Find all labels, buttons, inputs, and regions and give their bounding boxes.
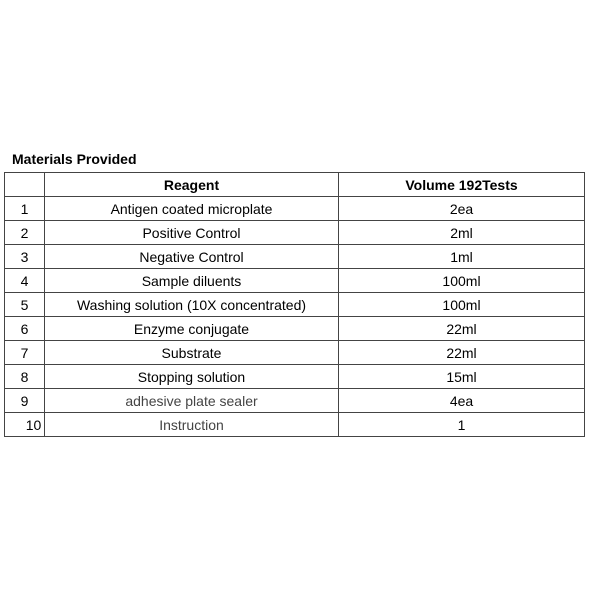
table-row	[5, 341, 585, 365]
reagent-cell: Positive Control	[45, 221, 339, 245]
row-number: 6	[5, 317, 45, 341]
volume-cell: 4ea	[339, 389, 585, 413]
reagent-cell: Enzyme conjugate	[45, 317, 339, 341]
reagent-cell: Substrate	[45, 341, 339, 365]
reagent-cell: Negative Control	[45, 245, 339, 269]
table-row	[5, 365, 585, 389]
row-number: 1	[5, 197, 45, 221]
table-header-row	[5, 173, 585, 197]
header-index	[5, 173, 45, 197]
row-number: 5	[5, 293, 45, 317]
volume-cell: 100ml	[339, 269, 585, 293]
row-number: 7	[5, 341, 45, 365]
volume-cell: 100ml	[339, 293, 585, 317]
reagent-cell: adhesive plate sealer	[45, 389, 339, 413]
reagent-cell: Washing solution (10X concentrated)	[45, 293, 339, 317]
table-row	[5, 245, 585, 269]
row-number: 10	[5, 413, 45, 437]
reagent-cell: Antigen coated microplate	[45, 197, 339, 221]
volume-cell: 1	[339, 413, 585, 437]
table-row	[5, 293, 585, 317]
table-row	[5, 221, 585, 245]
reagent-cell: Sample diluents	[45, 269, 339, 293]
reagent-cell: Instruction	[45, 413, 339, 437]
table-row	[5, 197, 585, 221]
table-row	[5, 317, 585, 341]
volume-cell: 22ml	[339, 317, 585, 341]
table-row	[5, 413, 585, 437]
row-number: 9	[5, 389, 45, 413]
reagent-cell: Stopping solution	[45, 365, 339, 389]
section-title: Materials Provided	[12, 151, 137, 167]
row-number: 2	[5, 221, 45, 245]
volume-cell: 2ml	[339, 221, 585, 245]
materials-table	[4, 172, 585, 437]
volume-cell: 22ml	[339, 341, 585, 365]
volume-cell: 15ml	[339, 365, 585, 389]
row-number: 4	[5, 269, 45, 293]
header-reagent: Reagent	[45, 173, 339, 197]
volume-cell: 2ea	[339, 197, 585, 221]
row-number: 8	[5, 365, 45, 389]
table-row	[5, 269, 585, 293]
row-number: 3	[5, 245, 45, 269]
volume-cell: 1ml	[339, 245, 585, 269]
header-volume: Volume 192Tests	[339, 173, 585, 197]
table-row	[5, 389, 585, 413]
